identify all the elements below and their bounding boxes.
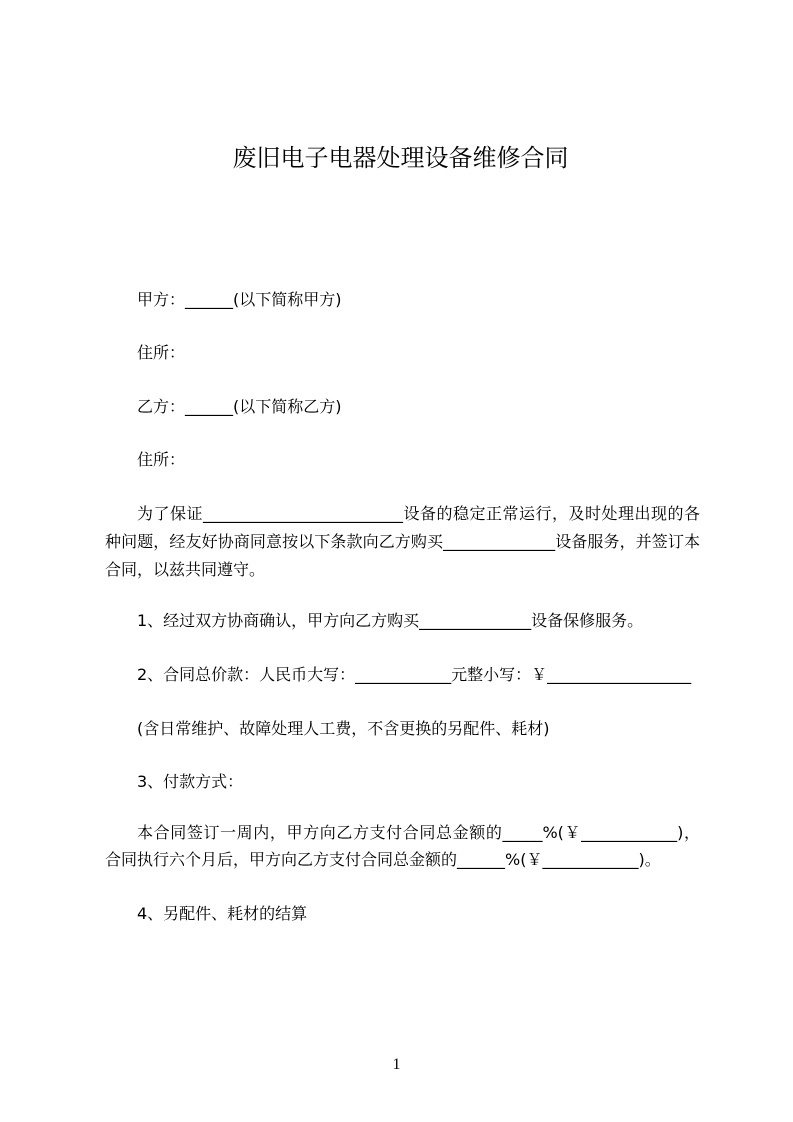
clause-3: 3、付款方式： bbox=[137, 772, 244, 791]
party-b-address-line: 住所： bbox=[137, 450, 186, 469]
clause-2-note: (含日常维护、故障处理人工费，不含更换的另配件、耗材) bbox=[137, 719, 550, 738]
preamble-line: 种问题，经友好协商同意按以下条款向乙方购买______________设备服务，并签订本 bbox=[105, 532, 700, 551]
clause-2: 2、合同总价款：人民币大写：____________元整小写：￥__________________ bbox=[137, 665, 692, 684]
page-number: 1 bbox=[392, 1056, 401, 1073]
document-title: 废旧电子电器处理设备维修合同 bbox=[232, 144, 569, 172]
party-a-address-line: 住所： bbox=[137, 343, 186, 362]
preamble-paragraph bbox=[105, 500, 700, 584]
party-a-line: 甲方：______(以下简称甲方) bbox=[137, 290, 342, 309]
preamble-line: 为了保证_________________________设备的稳定正常运行，及时处理出现的各 bbox=[137, 504, 700, 523]
clause-1: 1、经过双方协商确认，甲方向乙方购买______________设备保修服务。 bbox=[137, 611, 644, 630]
payment-line: 合同执行六个月后，甲方向乙方支付合同总金额的______%(￥____________)。 bbox=[105, 850, 661, 869]
party-b-line: 乙方：______(以下简称乙方) bbox=[137, 397, 342, 416]
payment-line: 本合同签订一周内，甲方向乙方支付合同总金额的_____%(￥____________)， bbox=[137, 823, 700, 842]
clause-4: 4、另配件、耗材的结算 bbox=[137, 904, 308, 923]
preamble-line: 合同，以兹共同遵守。 bbox=[105, 560, 266, 579]
payment-paragraph bbox=[105, 819, 700, 873]
